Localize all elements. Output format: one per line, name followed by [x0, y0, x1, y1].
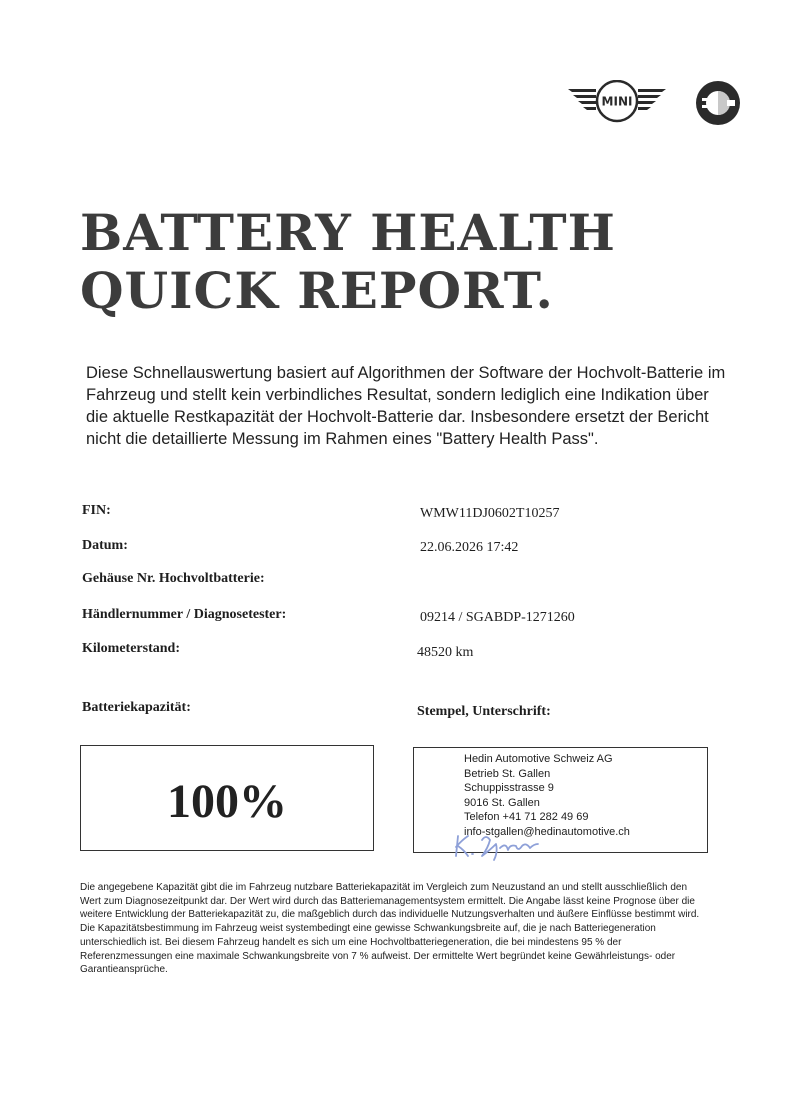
gehaeuse-label: Gehäuse Nr. Hochvoltbatterie: [82, 571, 265, 586]
mini-logo-icon [566, 80, 668, 124]
stamp-line: Betrieb St. Gallen [464, 767, 551, 780]
stamp-line: 9016 St. Gallen [464, 796, 540, 809]
stamp-label: Stempel, Unterschrift: [417, 704, 551, 719]
kilometerstand-label: Kilometerstand: [82, 641, 180, 656]
stamp-line: Schuppisstrasse 9 [464, 782, 554, 795]
stamp-line: info-stgallen@hedinautomotive.ch [464, 825, 630, 838]
fin-label: FIN: [82, 503, 111, 518]
haendler-label: Händlernummer / Diagnosetester: [82, 607, 287, 622]
mini-logo-label: MINI [601, 94, 633, 109]
electric-plug-icon [694, 79, 742, 127]
kilometerstand-value: 48520 km [417, 645, 474, 660]
haendler-value: 09214 / SGABDP-1271260 [420, 610, 575, 625]
fin-value: WMW11DJ0602T10257 [420, 506, 560, 521]
intro-paragraph: Diese Schnellauswertung basiert auf Algorithmen der Software der Hochvolt-Batterie im Fahrzeug und stellt kein verbindliches Resultat, sondern lediglich eine Indikation über die aktuelle Restkapazität der Hochvolt-Batterie dar. Insbesondere ersetzt der Bericht nicht die detaillierte Messung im Rahmen eines "Battery Health Pass". [86, 364, 726, 448]
datum-label: Datum: [82, 538, 128, 553]
capacity-label: Batteriekapazität: [82, 700, 191, 715]
datum-value: 22.06.2026 17:42 [420, 540, 519, 555]
stamp-line: Hedin Automotive Schweiz AG [464, 753, 613, 765]
title-line-2: QUICK REPORT. [80, 261, 554, 320]
stamp-line: Telefon +41 71 282 49 69 [464, 811, 589, 824]
title-line-1: BATTERY HEALTH [80, 203, 616, 262]
dealer-stamp [464, 752, 630, 840]
disclaimer-text: Die angegebene Kapazität gibt die im Fahrzeug nutzbare Batteriekapazität im Vergleich zum Neuzustand an und stellt ausschließlich den Wert zum Diagnosezeitpunkt dar. Der Wert wird durch das Batteriemanagementsystem ermittelt. Die Angabe lässt keine Prognose über die weitere Entwicklung der Batteriekapazität zu, die maßgeblich durch das individuelle Nutzungsverhalten und äußere Einflüsse bestimmt wird. Die Kapazitätsbestimmung im Fahrzeug weist systembedingt eine gewisse Schwankungsbreite auf, die je nach Batteriegeneration unterschiedlich ist. Bei diesem Fahrzeug handelt es sich um eine Hochvoltbatteriegeneration, die bei mindestens 95 % der Referenzmessungen eine maximale Schwankungsbreite von 7 % aufweist. Der ermittelte Wert begründet keine Gewährleistungs- oder Garantieansprüche. [80, 882, 700, 976]
signature-icon [452, 830, 548, 864]
capacity-box [80, 745, 374, 851]
page-title [80, 204, 616, 320]
capacity-value: 100% [167, 774, 287, 828]
